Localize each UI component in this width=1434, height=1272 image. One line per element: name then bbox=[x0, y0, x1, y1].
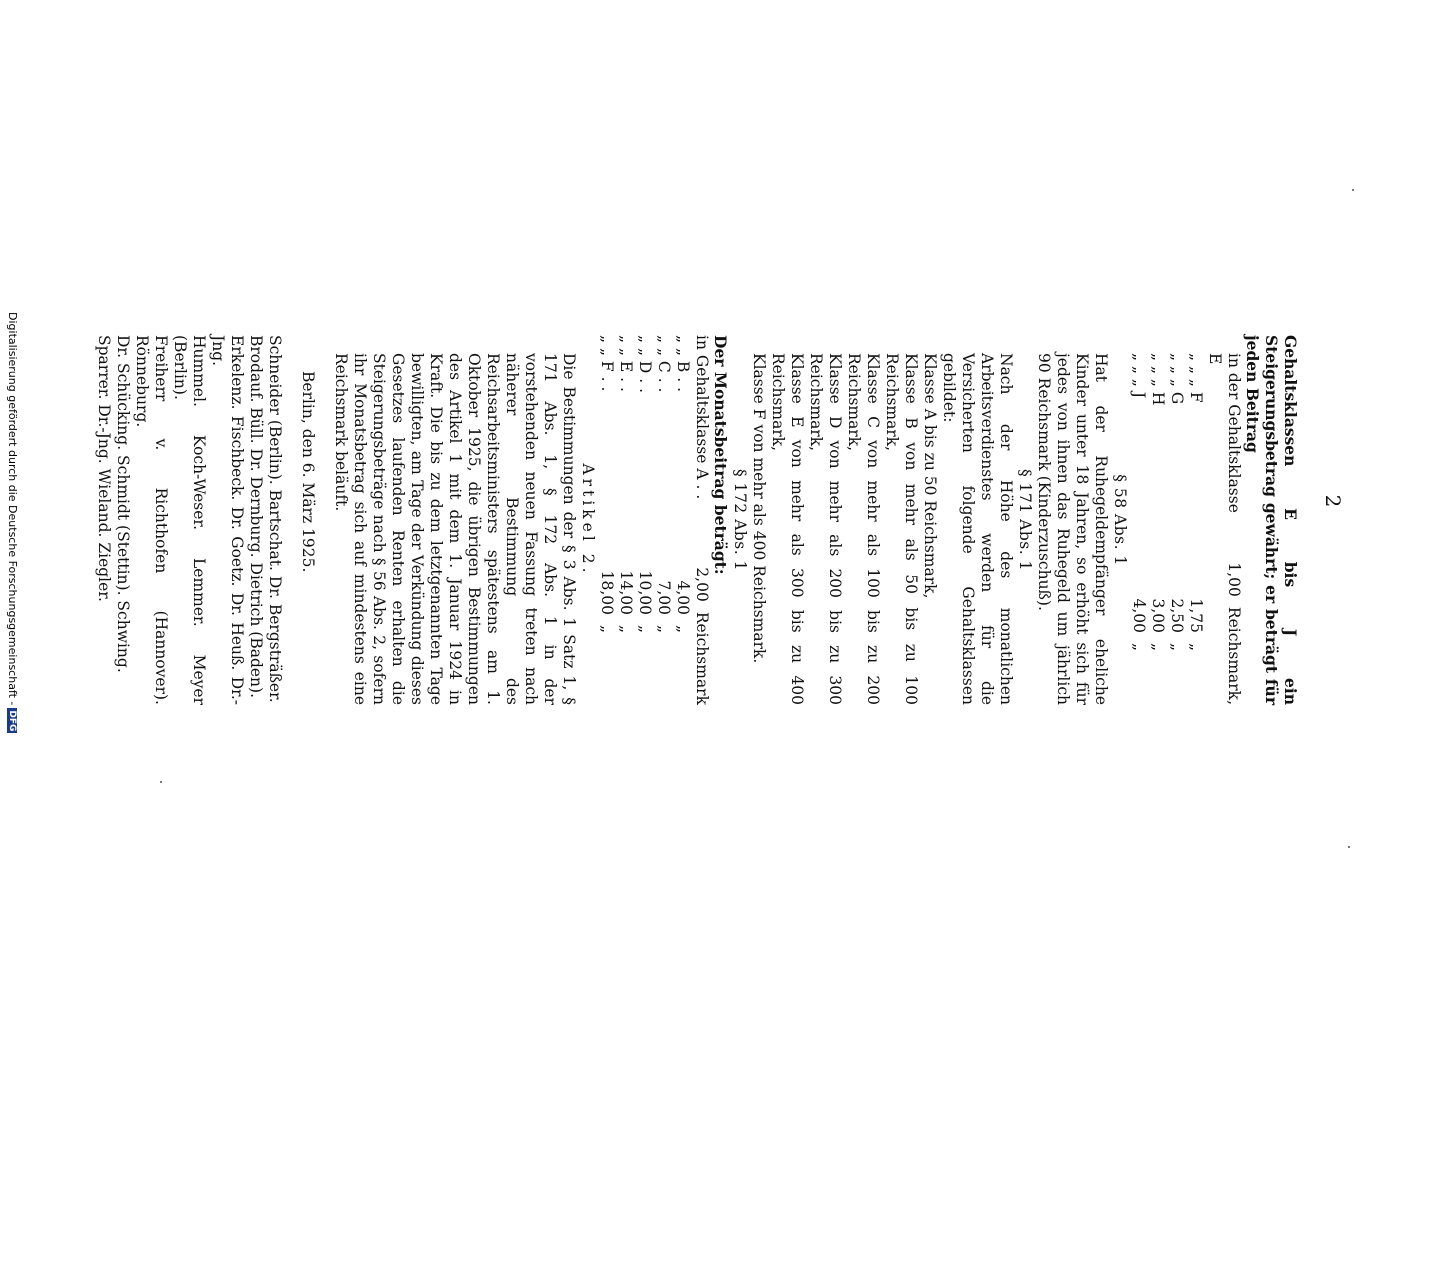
signatories bbox=[94, 335, 284, 705]
footer bbox=[5, 312, 19, 1272]
row-label: „ „ „ H bbox=[1149, 353, 1167, 406]
sec172-table bbox=[597, 335, 711, 705]
art2-heading: Artikel 2. bbox=[579, 463, 597, 577]
row-unit: Reichsmark, bbox=[1225, 606, 1243, 705]
row-label: „ „ D . . bbox=[636, 335, 654, 394]
row-unit: „ bbox=[1149, 643, 1167, 652]
row-unit: „ bbox=[674, 625, 692, 634]
sec58-intro: Gehaltsklassen E bis J ein Steigerungsbetrag gewährt; er beträgt für jeden Beitrag bbox=[1243, 335, 1300, 705]
row-unit: „ bbox=[617, 625, 635, 634]
row-unit: „ bbox=[636, 625, 654, 634]
sec172-intro: Der Monatsbeitrag beträgt: bbox=[711, 335, 730, 575]
row-unit: „ bbox=[1130, 643, 1148, 652]
row-value: 4,00 bbox=[1130, 598, 1148, 633]
table-row bbox=[1205, 335, 1243, 705]
sec171-text: Nach der Höhe des monatlichen Arbeitsverdienstes werden für die Versicherten folgende Gehaltsklassen gebildet: bbox=[940, 353, 1015, 705]
footer-text: Digitalisierung gefördert durch die Deutsche Forschungsgemeinschaft - bbox=[6, 312, 19, 706]
scan-speck bbox=[160, 781, 162, 783]
table-row bbox=[1167, 335, 1186, 705]
row-value: 10,00 bbox=[636, 570, 654, 615]
row-value: 7,00 bbox=[655, 580, 673, 615]
art2-text: Die Bestimmungen der § 3 Abs. 1 Satz 1, § 171 Abs. 1, § 172 Abs. 1 in der vorstehenden neuen Fassung treten nach näherer Bestimmung des Reichsarbeitsministers spätestens am 1. Oktober 1925, die übrigen Bestimmungen des Artikel 1 mit dem 1. Januar 1924 in Kraft. Die bis zu dem letztgenannten Tage bewilligten, am Tage der Verkündung dieses Gesetzes laufenden Renten erhalten die Steigerungsbeträge nach § 56 Abs. 2, sofern ihr Monatsbetrag sich auf mindestens eine Reichsmark beläuft. bbox=[332, 353, 578, 705]
table-row bbox=[1148, 335, 1167, 705]
row-label: „ „ „ F bbox=[1187, 353, 1205, 403]
row-value: 2,00 bbox=[693, 567, 711, 602]
table-row bbox=[1129, 335, 1148, 705]
row-label: „ „ „ J bbox=[1130, 353, 1148, 399]
table-row bbox=[1186, 335, 1205, 705]
row-unit: „ bbox=[1168, 643, 1186, 652]
dateline: Berlin, den 6. März 1925. bbox=[299, 371, 317, 573]
row-label: „ „ B . . bbox=[674, 335, 692, 393]
row-value: 2,50 bbox=[1168, 598, 1186, 633]
list-item: Klasse A bis zu 50 Reichsmark, bbox=[921, 353, 939, 599]
signatory-line: Freiherr v. Richthofen (Hannover). Rönneburg. bbox=[133, 335, 170, 705]
sec172-heading: § 172 Abs. 1 bbox=[731, 469, 749, 571]
sec171-classes bbox=[749, 335, 939, 705]
sec58-table bbox=[1129, 335, 1243, 705]
row-value: 14,00 bbox=[617, 570, 635, 615]
row-value: 1,00 bbox=[1225, 562, 1243, 597]
row-label: „ „ C . . bbox=[655, 335, 673, 393]
list-item: Klasse D von mehr als 200 bis zu 300 Reichsmark, bbox=[807, 353, 844, 705]
row-value: 4,00 bbox=[674, 580, 692, 615]
signatory-line: Brodauf. Büll. Dr. Dernburg. Dietrich (Baden). bbox=[247, 335, 265, 699]
table-row bbox=[616, 335, 635, 705]
row-value: 3,00 bbox=[1149, 598, 1167, 633]
table-row bbox=[635, 335, 654, 705]
signatory-line: Hummel. Koch-Weser. Lemmer. Meyer (Berlin). bbox=[171, 335, 208, 705]
signatory-line: Dr. Schücking. Schmidt (Stettin). Schwing. bbox=[114, 335, 132, 673]
document-body bbox=[95, 335, 1300, 705]
row-value: 1,75 bbox=[1187, 598, 1205, 633]
row-unit: „ bbox=[1187, 643, 1205, 652]
row-label: „ „ F . . bbox=[598, 335, 616, 392]
row-unit: Reichsmark bbox=[693, 611, 711, 705]
list-item: Klasse C von mehr als 100 bis zu 200 Reichsmark, bbox=[845, 353, 882, 705]
row-label: in Gehaltsklasse A . . bbox=[693, 335, 711, 500]
table-row bbox=[692, 335, 711, 705]
dfg-logo: DFG bbox=[7, 710, 17, 732]
list-item: Klasse E von mehr als 300 bis zu 400 Reichsmark, bbox=[769, 353, 806, 705]
row-unit: „ bbox=[598, 625, 616, 634]
sec58-text: Hat der Ruhegeldempfänger eheliche Kinder unter 18 Jahren, so erhöht sich für jedes von ihnen das Ruhegeld um jährlich 90 Reichsmark (Kinderzuschuß). bbox=[1035, 353, 1110, 705]
table-row bbox=[673, 335, 692, 705]
signatory-line: Schneider (Berlin). Bartschat. Dr. Bergsträßer. bbox=[266, 335, 284, 703]
list-item: Klasse B von mehr als 50 bis zu 100 Reichsmark, bbox=[883, 353, 920, 705]
table-row bbox=[597, 335, 616, 705]
sec58-heading: § 58 Abs. 1 bbox=[1111, 474, 1129, 566]
list-item: Klasse F von mehr als 400 Reichsmark. bbox=[750, 353, 768, 664]
signatory-line: Sparrer. Dr.-Jng. Wieland. Ziegler. bbox=[95, 335, 113, 602]
row-label: „ „ E . . bbox=[617, 335, 635, 392]
scan-speck bbox=[1352, 189, 1354, 191]
row-value: 18,00 bbox=[598, 570, 616, 615]
row-label: „ „ „ G bbox=[1168, 353, 1186, 405]
table-row bbox=[654, 335, 673, 705]
row-unit: „ bbox=[655, 625, 673, 634]
scan-speck bbox=[1348, 846, 1350, 848]
signatory-line: Erkelenz. Fischbeck. Dr. Goetz. Dr. Heuß. Dr.-Jng. bbox=[209, 335, 246, 705]
page-number: 2 bbox=[1321, 494, 1345, 508]
sec171-heading: § 171 Abs. 1 bbox=[1016, 469, 1034, 571]
row-label: in der Gehaltsklasse E bbox=[1206, 353, 1243, 513]
